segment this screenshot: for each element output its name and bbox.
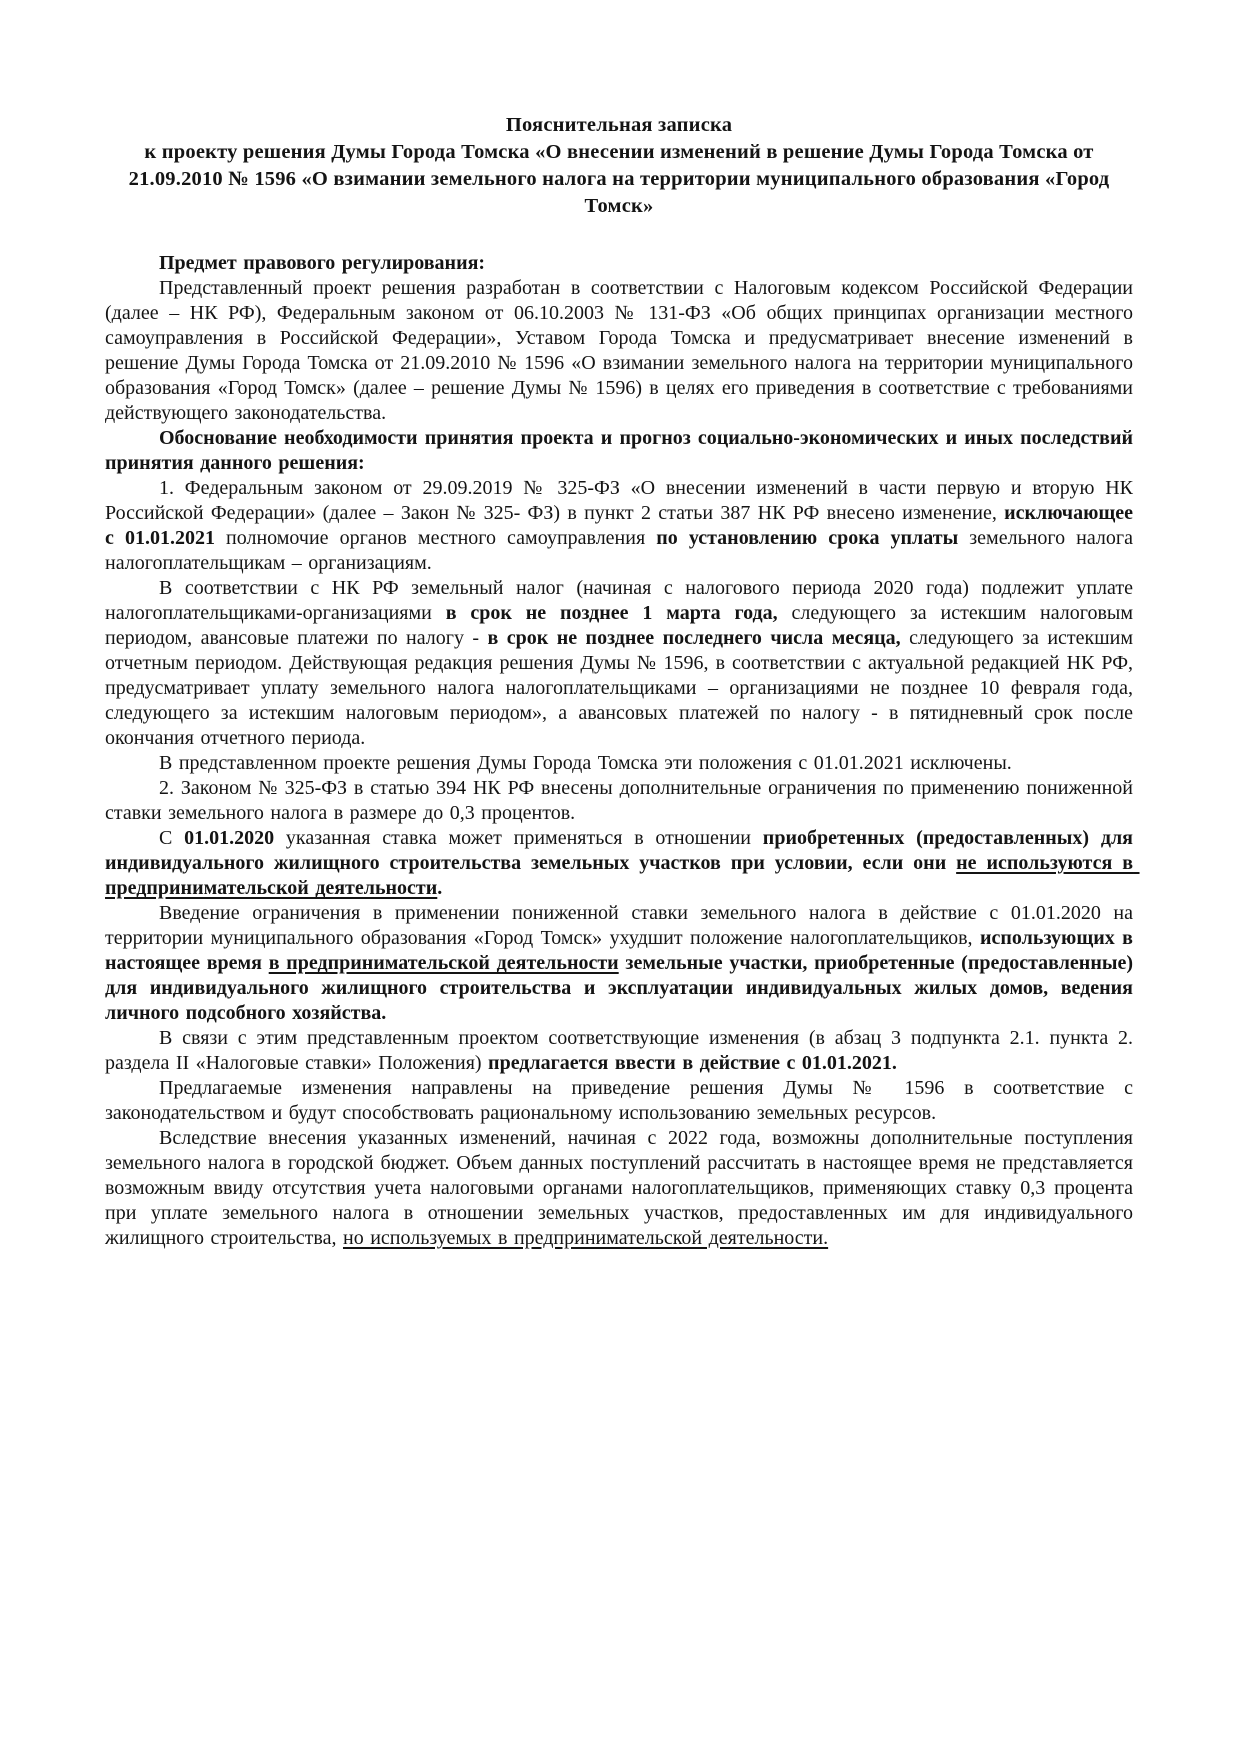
text-run: полномочие органов местного самоуправления <box>214 527 657 549</box>
text-run: указанная ставка может применяться в отношении <box>274 827 763 849</box>
text-run: Обоснование необходимости принятия проекта и прогноз социально-экономических и иных последствий принятия данного решения: <box>105 427 1140 474</box>
text-run: В связи с этим представленным проектом соответствующие изменения (в абзац 3 подпункта 2.1. пункта 2. раздела II «Налоговые ставки» Положения) <box>105 1027 1146 1074</box>
text-run: Предлагаемые изменения направлены на приведение решения Думы № 1596 в соответствие с законодательством и будут способствовать рациональному использованию земельных ресурсов. <box>105 1077 1140 1124</box>
paragraph <box>105 826 1140 901</box>
title-line-1: Пояснительная записка <box>505 114 733 136</box>
text-run: следующего за истекшим отчетным периодом. Действующая редакция решения Думы № 1596, в соответствии с актуальной редакцией НК РФ, предусматривает уплату земельного налога налогоплательщиками – организациями не позднее 10 февраля года, следующего за истекшим налоговым периодом», а авансовых платежей по налогу - в пятидневный срок после окончания отчетного периода. <box>105 627 1140 749</box>
text-run: С <box>159 827 185 849</box>
text-run: 1. Федеральным законом от 29.09.2019 № 325-ФЗ «О внесении изменений в части первую и вторую НК Российской Федерации» (далее – Закон № 325- ФЗ) в пункт 2 статьи 387 НК РФ внесено изменение, <box>105 477 1140 524</box>
text-run: В представленном проекте решения Думы Города Томска эти положения с 01.01.2021 исключены. <box>159 752 1012 774</box>
text-run: следующего за истекшим налоговым периодом, авансовые платежи по налогу - <box>105 602 1140 649</box>
paragraph <box>105 576 1140 751</box>
paragraph <box>105 276 1140 426</box>
paragraph <box>105 1076 1140 1126</box>
paragraph <box>105 1126 1140 1251</box>
text-run: земельные участки, приобретенные (предоставленные) для индивидуального жилищного строительства и эксплуатации индивидуальных жилых домов, ведения личного подсобного хозяйства. <box>105 952 1140 1024</box>
text-run: Представленный проект решения разработан в соответствии с Налоговым кодексом Российской Федерации (далее – НК РФ), Федеральным законом от 06.10.2003 № 131-ФЗ «Об общих принципах организации местного самоуправления в Российской Федерации», Уставом Города Томска и предусматривает внесение изменений в решение Думы Города Томска от 21.09.2010 № 1596 «О взимании земельного налога на территории муниципального образования «Город Томск» (далее – решение Думы № 1596) в целях его приведения в соответствие с требованиями действующего законодательства. <box>105 277 1140 424</box>
text-run: но используемых в предпринимательской деятельности. <box>342 1227 829 1249</box>
text-run: не используются в предпринимательской деятельности <box>105 852 1140 899</box>
paragraph <box>105 1026 1146 1076</box>
paragraph <box>105 751 1133 776</box>
text-run: в срок не позднее последнего числа месяца, <box>487 627 901 649</box>
document-title <box>105 112 1133 220</box>
text-run: приобретенных (предоставленных) для индивидуального жилищного строительства земельных участков при условии, если они <box>105 827 1140 874</box>
text-run: В соответствии с НК РФ земельный налог (начиная с налогового периода 2020 года) подлежит уплате налогоплательщиками-организациями <box>105 577 1140 624</box>
text-run: по установлению срока уплаты <box>656 527 959 549</box>
text-run: использующих в настоящее время <box>105 927 1140 974</box>
text-run: 2. Законом № 325-ФЗ в статью 394 НК РФ внесены дополнительные ограничения по применению пониженной ставки земельного налога в размере до 0,3 процентов. <box>105 777 1140 824</box>
text-run: . <box>437 877 443 899</box>
text-run: Вследствие внесения указанных изменений, начиная с 2022 года, возможны дополнительные поступления земельного налога в городской бюджет. Объем данных поступлений рассчитать в настоящее время не представляется возможным ввиду отсутствия учета налоговыми органами налогоплательщиков, применяющих ставку 0,3 процента при уплате земельного налога в отношении земельных участков, предоставленных им для индивидуального жилищного строительства, <box>105 1127 1140 1249</box>
text-run: предлагается ввести в действие с 01.01.2021. <box>488 1052 897 1074</box>
document-body <box>105 251 1146 1251</box>
text-run: в срок не позднее 1 марта года, <box>445 602 778 624</box>
text-run: земельного налога налогоплательщикам – организациям. <box>105 527 1140 574</box>
text-run: в предпринимательской деятельности <box>268 952 619 974</box>
paragraph <box>105 476 1140 576</box>
section-heading-subject <box>105 251 1133 276</box>
paragraph <box>105 901 1140 1026</box>
paragraph <box>105 776 1140 826</box>
text-run: 01.01.2020 <box>184 827 275 849</box>
title-line-rest: к проекту решения Думы Города Томска «О внесении изменений в решение Думы Города Томска от 21.09.2010 № 1596 «О взимании земельного налога на территории муниципального образования «Город Томск» <box>128 141 1110 217</box>
text-run: Предмет правового регулирования: <box>159 252 486 274</box>
text-run: Введение ограничения в применении пониженной ставки земельного налога в действие с 01.01.2020 на территории муниципального образования «Город Томск» ухудшит положение налогоплательщиков, <box>105 902 1140 949</box>
section-heading-justification <box>105 426 1140 476</box>
text-run: исключающее с 01.01.2021 <box>105 502 1140 549</box>
